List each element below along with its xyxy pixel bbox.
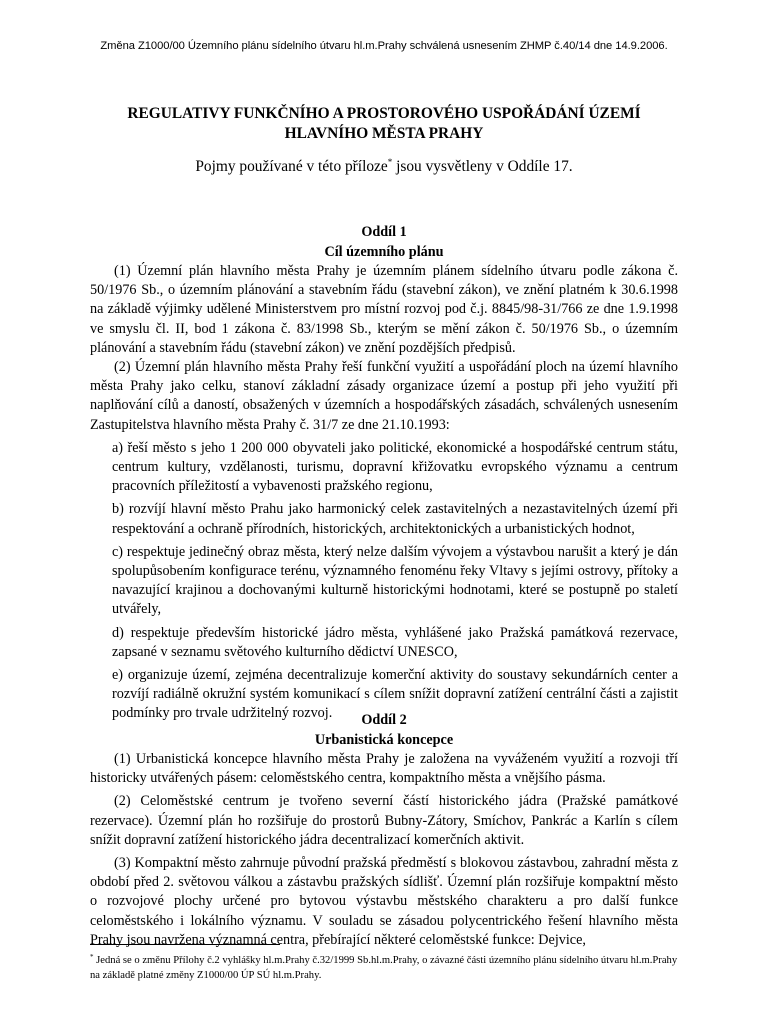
section-1-subheading: Cíl územního plánu — [324, 244, 444, 260]
footnote-text: Jedná se o změnu Přílohy č.2 vyhlášky hl.m.Prahy č.32/1999 Sb.hl.m.Prahy, o závazné části územního plánu sídelního útvaru hl.m.Prahy na základě platné změny Z1000/00 ÚP SÚ hl.m.Prahy. — [90, 955, 678, 981]
section-2-heading: Oddíl 2 — [361, 712, 407, 728]
section-2-paragraph-2: (2) Celoměstské centrum je tvořeno severní částí historického jádra (Pražské památkové rezervace). Územní plán ho rozšiřuje do prostorů Bubny-Zátory, Smíchov, Pankrác a Karlín s cílem snížit dopravní zatížení historického jádra decentralizací komerčních aktivit. — [90, 793, 678, 848]
section-2 — [90, 710, 678, 950]
footnote-divider — [90, 944, 280, 945]
intro-before: Pojmy používané v této příloze — [195, 158, 388, 175]
intro-text — [90, 157, 678, 176]
section-1-item-c: c) respektuje jedinečný obraz města, který nelze dalším vývojem a výstavbou narušit a který je dán spolupůsobením konfigurace terénu, významného fenoménu řeky Vltavy s jejími ostrovy, přítoky a navazující krajinou a dochovanými kulturně historickými hodnotami, které se postupně po staletí utvářely, — [112, 543, 678, 618]
section-2-paragraph-3: (3) Kompaktní město zahrnuje původní pražská předměstí s blokovou zástavbou, zahradní města z období před 2. světovou válkou a zástavbu pražských sídlišť. Územní plán rozšiřuje kompaktní město o rozvojové plochy určené pro bytovou výstavbu městského charakteru a pro další funkce celoměstského i lokálního významu. V souladu se zásadou polycentrického řešení hlavního města Prahy jsou navržena významná centra, přebírající některé celoměstské funkce: Dejvice, — [90, 855, 678, 948]
section-1-item-e: e) organizuje území, zejména decentralizuje komerční aktivity do soustavy sekundárních center a rozvíjí radiálně okružní systém komunikací s cílem snížit dopravní zatížení centrální části a zajistit podmínky pro trvale udržitelný rozvoj. — [112, 667, 678, 722]
intro-after: jsou vysvětleny v Oddíle 17. — [392, 158, 573, 175]
section-1 — [90, 222, 678, 724]
page-header: Změna Z1000/00 Územního plánu sídelního útvaru hl.m.Prahy schválená usnesením ZHMP č.40/14 dne 14.9.2006. — [100, 40, 668, 52]
footnote-mark: * — [90, 953, 94, 961]
section-1-paragraph-1: (1) Územní plán hlavního města Prahy je územním plánem sídelního útvaru podle zákona č. 50/1976 Sb., o územním plánování a stavebním řádu (stavební zákon), ve znění platném k 30.6.1998 na základě výjimky udělené Ministerstvem pro místní rozvoj pod č.j. 8845/98-31/766 ze dne 1.9.1998 ve smyslu čl. II, bod 1 zákona č. 83/1998 Sb., kterým se mění zákon č. 50/1976 Sb., o územním plánování a stavebním řádu (stavební zákon) ve znění pozdějších předpisů. — [90, 263, 678, 356]
section-2-paragraph-1: (1) Urbanistická koncepce hlavního města Prahy je založena na vyváženém využití a rozvoji tří historicky utvářených pásem: celoměstského centra, kompaktního města a vnějšího pásma. — [90, 751, 678, 787]
intro-footnote-mark: * — [387, 157, 393, 167]
section-2-subheading: Urbanistická koncepce — [314, 732, 454, 748]
document-title — [90, 104, 678, 144]
title-line-1: REGULATIVY FUNKČNÍHO A PROSTOROVÉHO USPOŘÁDÁNÍ ÚZEMÍ — [127, 105, 641, 122]
title-line-2: HLAVNÍHO MĚSTA PRAHY — [284, 125, 484, 142]
section-1-item-a: a) řeší město s jeho 1 200 000 obyvateli jako politické, ekonomické a hospodářské centrum státu, centrum kultury, vzdělanosti, turismu, dopravní křižovatku evropského významu a centrum pracovních příležitostí a vybavenosti pražského regionu, — [112, 439, 678, 495]
section-1-item-b: b) rozvíjí hlavní město Prahu jako harmonický celek zastavitelných a nezastavitelných území při respektování a ochraně přírodních, historických, architektonických a urbanistických hodnot, — [112, 501, 678, 537]
footnote — [90, 950, 678, 983]
section-1-paragraph-2: (2) Územní plán hlavního města Prahy řeší funkční využití a uspořádání ploch na území hlavního města Prahy jako celku, stanoví základní zásady organizace území a postup při jeho využití při naplňování cílů a daností, obsažených v územních a hospodářských zásadách, schválených usnesením Zastupitelstva hlavního města Prahy č. 31/7 ze dne 21.10.1993: — [90, 359, 678, 433]
section-1-heading: Oddíl 1 — [361, 224, 407, 240]
section-1-item-d: d) respektuje především historické jádro města, vyhlášené jako Pražská památková rezervace, zapsané v seznamu světového kulturního dědictví UNESCO, — [112, 624, 678, 660]
